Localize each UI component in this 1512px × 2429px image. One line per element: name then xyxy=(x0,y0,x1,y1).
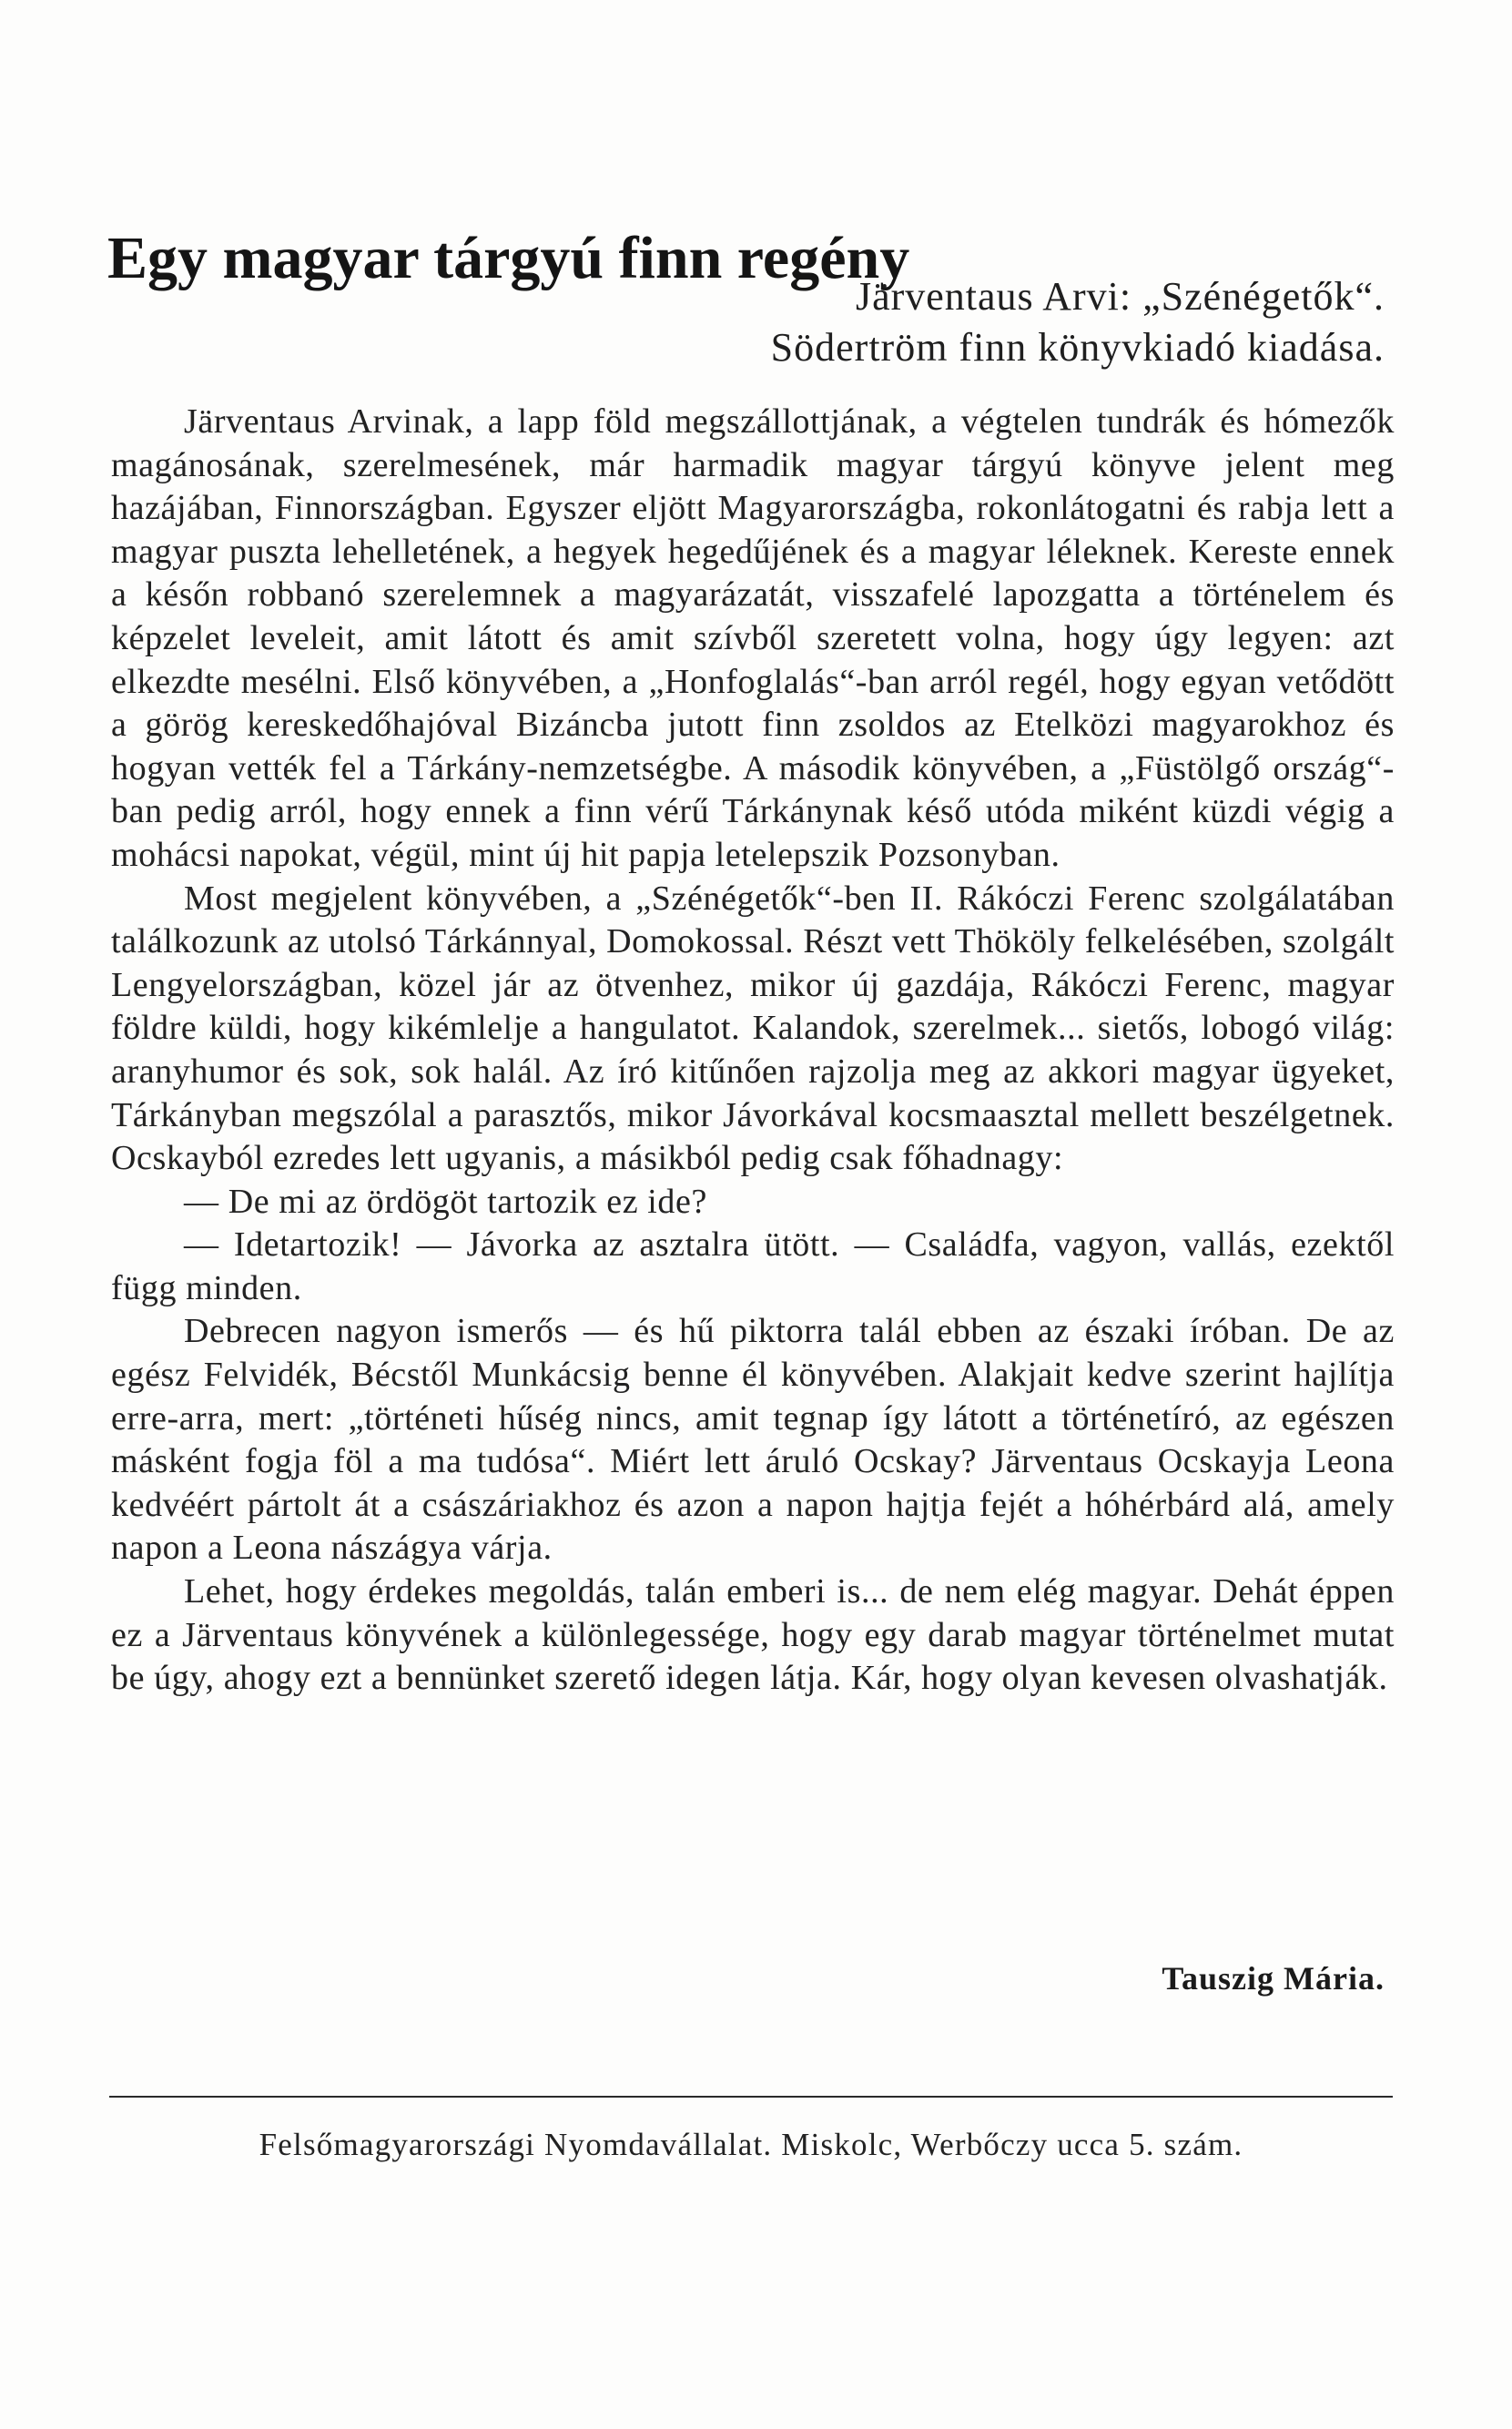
book-author-title: Järventaus Arvi: „Szénégetők“. xyxy=(855,274,1385,319)
paragraph: Lehet, hogy érdekes megoldás, talán emberi is... de nem elég magyar. Dehát éppen ez a Järventaus könyvének a különlegessége, hogy egy darab magyar történelmet mutat be úgy, ahogy ezt a bennünket szerető idegen látja. Kár, hogy olyan kevesen olvashatják. xyxy=(111,1572,1395,1698)
article-title: Egy magyar tárgyú finn regény xyxy=(107,225,910,292)
book-reference xyxy=(771,271,1385,373)
paragraph: Debrecen nagyon ismerős — és hű piktorra talál ebben az északi íróban. De az egész Felvidék, Bécstől Munkácsig benne él könyvében. Alakjait kedve szerint hajlítja erre-arra, mert: „történeti hűség nincs, amit tegnap így látott a történetíró, az egészen másként fogja föl a ma tudósa“. Miért lett áruló Ocskay? Järventaus Ocskayja Leona kedvéért pártolt át a császáriakhoz és azon a napon hajtja fejét a hóhérbárd alá, amely napon a Leona nászágya várja. xyxy=(111,1312,1395,1568)
book-publisher: Södertröm finn könyvkiadó kiadása. xyxy=(770,325,1385,370)
author-signature: Tauszig Mária. xyxy=(1162,1960,1385,1997)
paragraph: Järventaus Arvinak, a lapp föld megszállottjának, a végtelen tundrák és hómezők magánosának, szerelmesének, már harmadik magyar tárgyú könyve jelent meg hazájában, Finnországban. Egyszer eljött Magyarországba, rokonlátogatni és rabja lett a magyar puszta lehelletének, a hegyek hegedűjének és a magyar léleknek. Kereste ennek a későn robbanó szerelemnek a magyarázatát, visszafelé lapozgatta a történelem és képzelet leveleit, amit látott és amit szívből szeretett volna, hogy úgy legyen: azt elkezdte mesélni. Első könyvében, a „Honfoglalás“-ban arról regél, hogy egyan vetődött a görög kereskedőhajóval Bizáncba jutott finn zsoldos az Etelközi magyarokhoz és hogyan vették fel a Tárkány-nemzetségbe. A második könyvében, a „Füstölgő ország“-ban pedig arról, hogy ennek a finn vérű Tárkánynak késő utóda miként küzdi végig a mohácsi napokat, végül, mint új hit papja letelepszik Pozsonyban. xyxy=(111,402,1395,874)
paragraph: — De mi az ördögöt tartozik ez ide? xyxy=(184,1182,707,1221)
paragraph: — Idetartozik! — Jávorka az asztalra ütött. — Családfa, vagyon, vallás, ezektől függ minden. xyxy=(111,1225,1395,1307)
article-body xyxy=(111,401,1395,1701)
paragraph: Most megjelent könyvében, a „Szénégetők“-ben II. Rákóczi Ferenc szolgálatában találkozunk az utolsó Tárkánnyal, Domokossal. Részt vett Thököly felkelésében, szolgált Lengyelországban, közel jár az ötvenhez, mikor új gazdája, Rákóczi Ferenc, magyar földre küldi, hogy kikémlelje a hangulatot. Kalandok, szerelmek... sietős, lobogó világ: aranyhumor és sok, sok halál. Az író kitűnően rajzolja meg az akkori magyar ügyeket, Tárkányban megszólal a parasztős, mikor Jávorkával kocsmaasztal mellett beszélgetnek. Ocskayból ezredes lett ugyanis, a másikból pedig csak főhadnagy: xyxy=(111,879,1395,1178)
footer-divider xyxy=(109,2096,1393,2098)
printer-imprint: Felsőmagyarországi Nyomdavállalat. Miskolc, Werbőczy ucca 5. szám. xyxy=(259,2127,1243,2162)
